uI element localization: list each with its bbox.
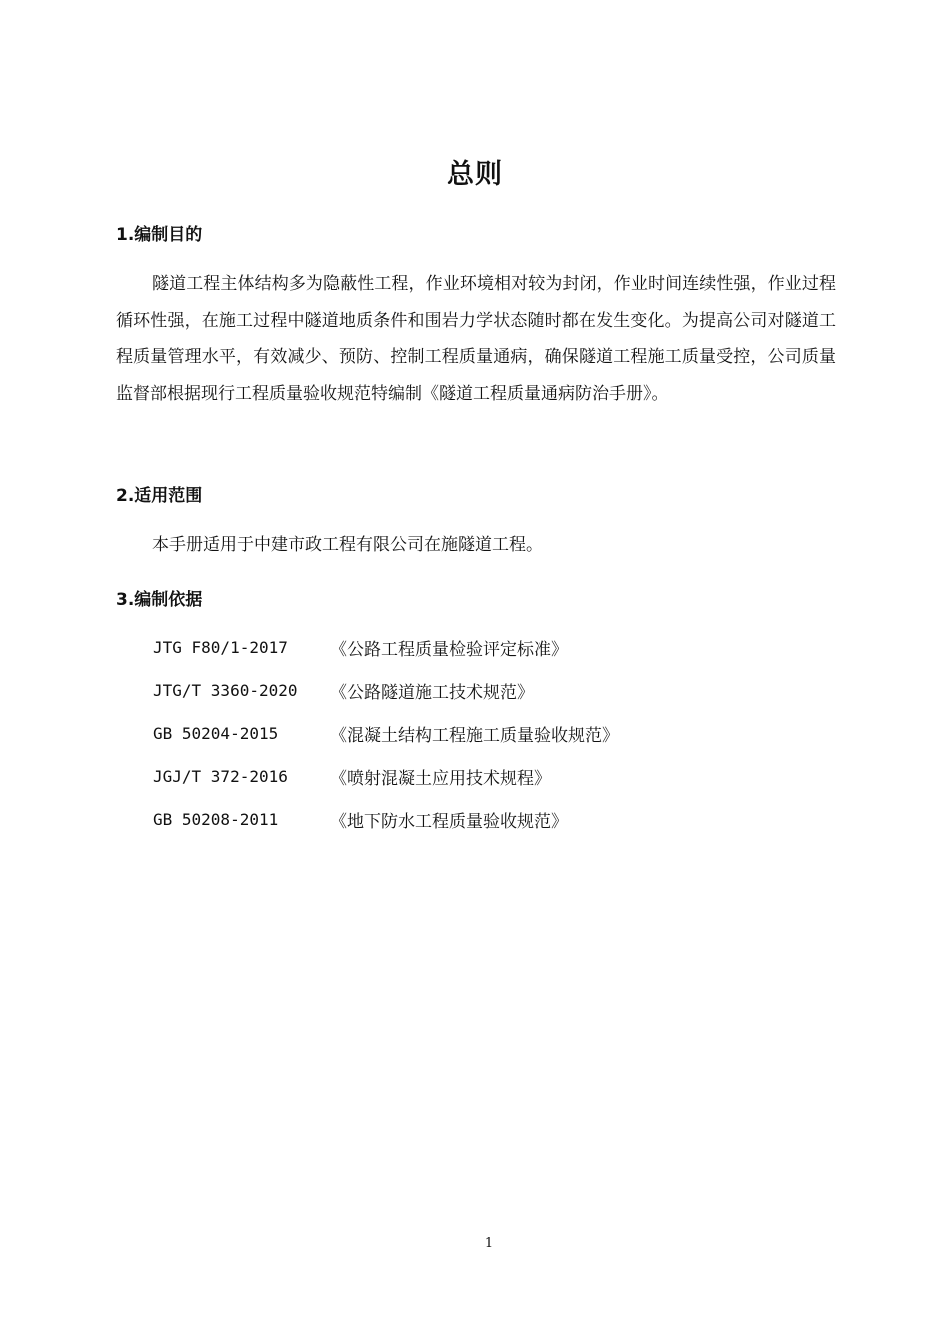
reference-item	[153, 626, 619, 669]
section-heading-basis: 3.编制依据	[116, 590, 203, 610]
reference-title: 《喷射混凝土应用技术规程》	[330, 769, 551, 789]
page-number: 1	[484, 1236, 494, 1251]
reference-item	[153, 669, 619, 712]
reference-code: JGJ/T 372-2016	[153, 767, 288, 786]
page-title: 总则	[447, 159, 503, 190]
reference-item	[153, 798, 619, 841]
section-heading-purpose: 1.编制目的	[116, 225, 203, 245]
reference-title: 《地下防水工程质量验收规范》	[330, 812, 568, 832]
reference-list	[153, 626, 619, 841]
section-heading-scope: 2.适用范围	[116, 486, 203, 506]
reference-code: JTG/T 3360-2020	[153, 681, 298, 700]
section-paragraph-scope: 本手册适用于中建市政工程有限公司在施隧道工程。	[152, 535, 543, 555]
reference-title: 《公路隧道施工技术规范》	[330, 683, 534, 703]
reference-item	[153, 755, 619, 798]
reference-code: JTG F80/1-2017	[153, 638, 288, 657]
reference-code: GB 50208-2011	[153, 810, 279, 829]
reference-title: 《公路工程质量检验评定标准》	[330, 640, 568, 660]
reference-item	[153, 712, 619, 755]
reference-code: GB 50204-2015	[153, 724, 279, 743]
section-paragraph-purpose: 隧道工程主体结构多为隐蔽性工程，作业环境相对较为封闭，作业时间连续性强，作业过程循环性强，在施工过程中隧道地质条件和围岩力学状态随时都在发生变化。为提高公司对隧道工程质量管理水平，有效减少、预防、控制工程质量通病，确保隧道工程施工质量受控，公司质量监督部根据现行工程质量验收规范特编制《隧道工程质量通病防治手册》。	[116, 274, 836, 404]
reference-title: 《混凝土结构工程施工质量验收规范》	[330, 726, 619, 746]
